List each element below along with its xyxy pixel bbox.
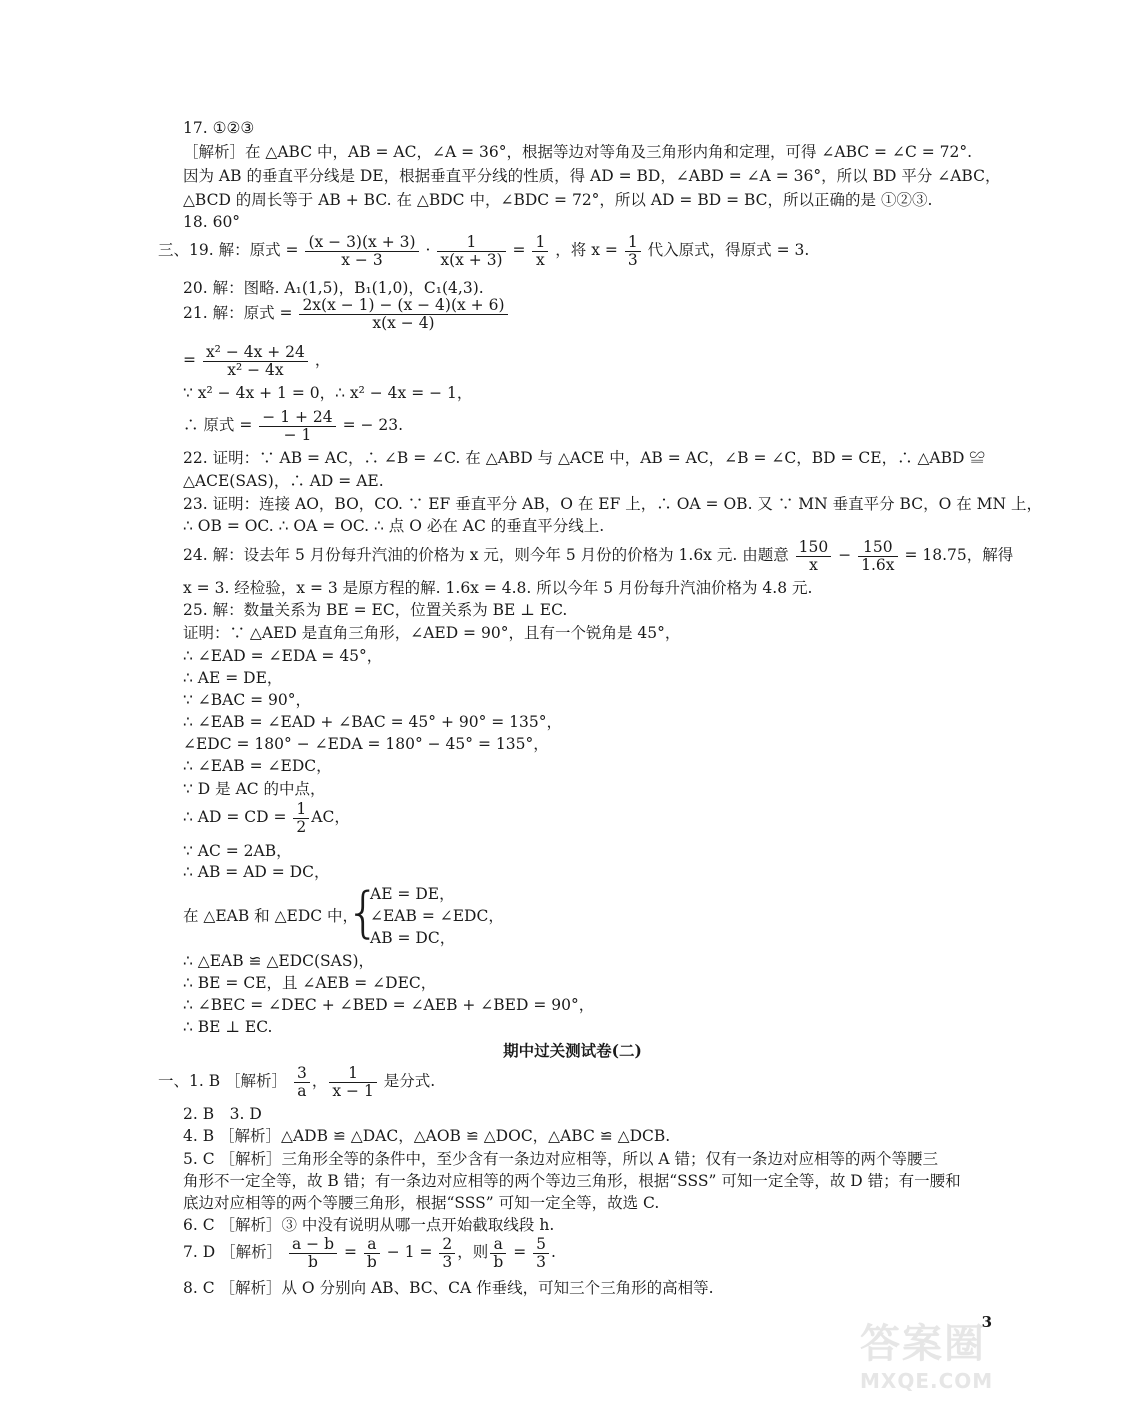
fraction: $\frac{a}{b}$ — [490, 1236, 506, 1271]
q25-line: ∴ ∠EAB = ∠EDC， — [183, 757, 332, 775]
q23-proof-line: 23. 证明：连接 AO，BO，CO. ∵ EF 垂直平分 AB，O 在 EF 上，∴ OA = OB. 又 ∵ MN 垂直平分 BC，O 在 MN 上， — [183, 495, 1043, 513]
q17-answer: 17. ①②③ — [183, 119, 255, 137]
left-brace-icon: { — [346, 881, 381, 944]
p2-q5-line: 5. C ［解析］三角形全等的条件中，至少含有一条边对应相等，所以 A 错；仅有一条边对应相等的两个等腰三 — [183, 1150, 939, 1168]
q22-proof-line: △ACE(SAS)，∴ AD = AE. — [183, 472, 384, 490]
fraction: $\frac{\text{x² − 4x + 24}}{\text{x² − 4x}}$ — [203, 344, 308, 379]
q17-analysis-line: ［解析］在 △ABC 中，AB = AC，∠A = 36°，根据等边对等角及三角形内角和定理，可得 ∠ABC = ∠C = 72°. — [183, 143, 973, 161]
page-number: 3 — [981, 1313, 992, 1331]
fraction: $\frac{1}{2}$ — [293, 801, 309, 836]
section-title: 期中过关测试卷(二) — [503, 1041, 642, 1060]
fraction: $\frac{(x - 3)(x + 3)}{x - 3}$ — [305, 234, 418, 269]
watermark-text: 答案圈 — [860, 1321, 986, 1367]
q25-system-eq: AB = DC， — [370, 929, 456, 947]
q25-line: 证明：∵ △AED 是直角三角形，∠AED = 90°，且有一个锐角是 45°， — [183, 624, 681, 642]
q25-line: ∵ ∠BAC = 90°， — [183, 691, 312, 709]
fraction: $\frac{3}{a}$ — [294, 1065, 310, 1100]
q24-solution-line1: 24. 解：设去年 5 月份每升汽油的价格为 x 元，则今年 5 月份的价格为 1.6x 元. 由题意 $\frac{150}{x}$ − $\frac{150}{1.6x}$ = 18.75，解得 — [183, 537, 1014, 574]
q25-line: ∴ AE = DE， — [183, 669, 283, 687]
watermark-url: MXQE.COM — [860, 1369, 994, 1393]
fraction: $\frac{2}{3}$ — [439, 1236, 455, 1271]
fraction: $\frac{2x(x - 1) - (x - 4)(x + 6)}{x(x - 4)}$ — [299, 297, 507, 332]
watermark — [860, 1320, 995, 1405]
fraction: $\frac{1}{3}$ — [625, 234, 641, 269]
q18-answer: 18. 60° — [183, 213, 241, 231]
p2-q7: 7. D ［解析］ $\frac{a - b}{b}$ = $\frac{a}{b}$ − 1 = $\frac{2}{3}$ ，则 $\frac{a}{b}$ = $\frac{5}{3}$ . — [183, 1234, 556, 1271]
fraction: $\frac{1}{x}$ — [532, 234, 548, 269]
q21-solution-line3: ∵ x² − 4x + 1 = 0，∴ x² − 4x = − 1， — [183, 384, 473, 402]
q25-line: ∵ AC = 2AB， — [183, 842, 292, 860]
fraction: $\frac{- 1 + 24}{- 1}$ — [259, 409, 335, 444]
q25-line: ∴ AD = CD = $\frac{1}{2}$ AC， — [183, 799, 350, 836]
p2-q4: 4. B ［解析］△ADB ≌ △DAC，△AOB ≌ △DOC，△ABC ≌ △DCB. — [183, 1127, 671, 1145]
q25-system-eq: AE = DE， — [370, 885, 455, 903]
fraction: $\frac{1}{x(x + 3)}$ — [437, 234, 505, 269]
p2-q2-q3: 2. B 3. D — [183, 1105, 262, 1123]
q22-proof-line: 22. 证明：∵ AB = AC，∴ ∠B = ∠C. 在 △ABD 与 △ACE 中，AB = AC，∠B = ∠C，BD = CE，∴ △ABD ≌ — [183, 449, 985, 467]
p2-q5-line: 底边对应相等的两个等腰三角形，根据“SSS” 可知一定全等，故选 C. — [183, 1194, 660, 1212]
q24-solution-line2: x = 3. 经检验，x = 3 是原方程的解. 1.6x = 4.8. 所以今年 5 月份每升汽油价格为 4.8 元. — [183, 579, 813, 597]
p2-q8: 8. C ［解析］从 O 分别向 AB、BC、CA 作垂线，可知三个三角形的高相等. — [183, 1279, 714, 1297]
q25-line: ∴ BE = CE，且 ∠AEB = ∠DEC， — [183, 974, 437, 992]
q25-system-eq: ∠EAB = ∠EDC， — [370, 907, 504, 925]
q23-proof-line: ∴ OB = OC. ∴ OA = OC. ∴ 点 O 必在 AC 的垂直平分线上. — [183, 517, 605, 535]
p2-q5-line: 角形不一定全等，故 B 错；有一条边对应相等的两个等边三角形，根据“SSS” 可知一定全等，故 D 错；有一腰和 — [183, 1172, 961, 1190]
q25-line: ∴ ∠EAD = ∠EDA = 45°， — [183, 647, 383, 665]
q17-analysis-line: 因为 AB 的垂直平分线是 DE，根据垂直平分线的性质，得 AD = BD，∠ABD = ∠A = 36°，所以 BD 平分 ∠ABC， — [183, 167, 1001, 185]
q20-solution: 20. 解：图略. A₁(1,5)，B₁(1,0)，C₁(4,3). — [183, 279, 484, 297]
q21-solution-line2: = $\frac{\text{x² − 4x + 24}}{\text{x² − 4x}}$ ， — [183, 342, 331, 379]
p2-q1: 一、1. B ［解析］ $\frac{3}{a}$ ， $\frac{1}{x - 1}$ 是分式. — [158, 1063, 436, 1100]
fraction: $\frac{1}{x - 1}$ — [329, 1065, 376, 1100]
q19-prefix: 三、19. 解：原式 = — [158, 241, 299, 259]
q25-line: ∵ D 是 AC 的中点， — [183, 780, 326, 798]
q19-solution: 三、19. 解：原式 = $\frac{(x - 3)(x + 3)}{x - 3}$ · $\frac{1}{x(x + 3)}$ = $\frac{1}{x}$ ，将 x = $\frac{1}{3}$ 代入原式，得原式 = 3. — [158, 232, 810, 269]
q25-system-prefix: 在 △EAB 和 △EDC 中， — [183, 907, 359, 925]
q17-analysis-line: △BCD 的周长等于 AB + BC. 在 △BDC 中，∠BDC = 72°，所以 AD = BD = BC，所以正确的是 ①②③. — [183, 191, 933, 209]
q25-line: ∴ BE ⊥ EC. — [183, 1018, 273, 1036]
fraction: $\frac{5}{3}$ — [533, 1236, 549, 1271]
fraction: $\frac{a}{b}$ — [364, 1236, 380, 1271]
q25-line: ∴ ∠BEC = ∠DEC + ∠BED = ∠AEB + ∠BED = 90°， — [183, 996, 595, 1014]
fraction: $\frac{150}{1.6x}$ — [858, 539, 897, 574]
q21-solution-line4: ∴ 原式 = $\frac{- 1 + 24}{- 1}$ = − 23. — [183, 407, 404, 444]
q25-line: 25. 解：数量关系为 BE = EC，位置关系为 BE ⊥ EC. — [183, 601, 568, 619]
fraction: $\frac{150}{x}$ — [796, 539, 832, 574]
fraction: $\frac{a - b}{b}$ — [289, 1236, 337, 1271]
q25-line: ∴ AB = AD = DC， — [183, 863, 330, 881]
q25-line: ∠EDC = 180° − ∠EDA = 180° − 45° = 135°， — [183, 735, 549, 753]
q25-line: ∴ △EAB ≌ △EDC(SAS)， — [183, 952, 374, 970]
q21-solution-line1: 21. 解：原式 = $\frac{2x(x - 1) - (x - 4)(x + 6)}{x(x - 4)}$ — [183, 293, 510, 333]
p2-q6: 6. C ［解析］③ 中没有说明从哪一点开始截取线段 h. — [183, 1216, 555, 1234]
q25-line: ∴ ∠EAB = ∠EAD + ∠BAC = 45° + 90° = 135°， — [183, 713, 563, 731]
